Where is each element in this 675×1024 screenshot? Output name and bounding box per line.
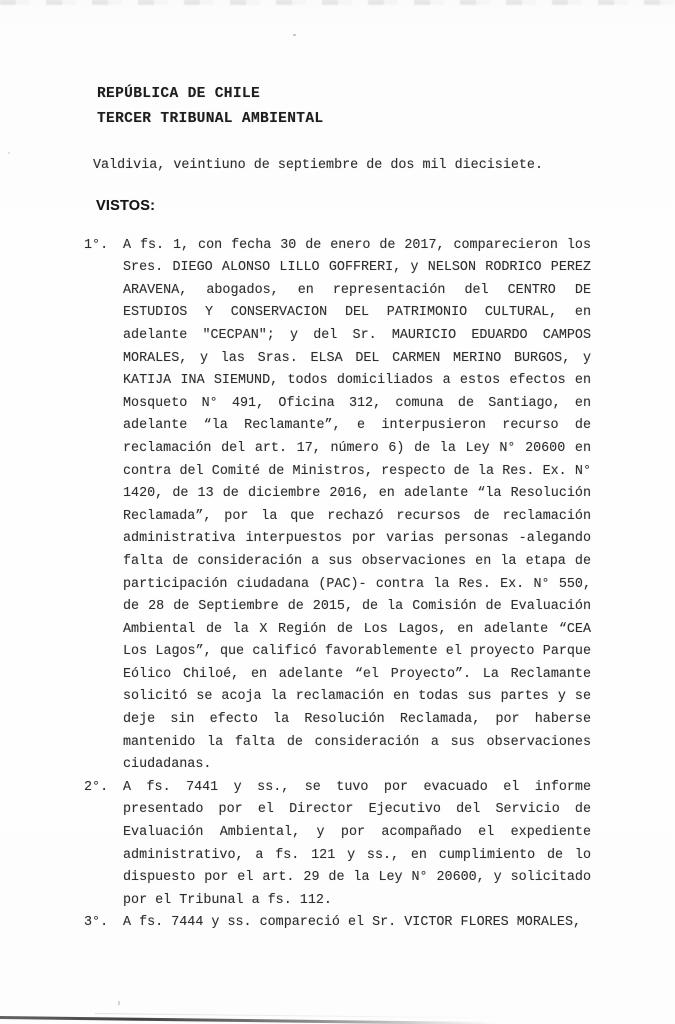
paragraph-number: 1°. <box>84 237 109 253</box>
dateline: Valdivia, veintiuno de septiembre de dos mil diecisiete. <box>93 158 543 173</box>
paragraph-number: 2°. <box>84 779 109 795</box>
numbered-paragraph <box>84 235 591 777</box>
paragraph-number: 3°. <box>84 915 109 931</box>
paragraph-text: A fs. 1, con fecha 30 de enero de 2017, comparecieron los Sres. DIEGO ALONSO LILLO GOFFRERI, y NELSON RODRICO PEREZ ARAVENA, abogados, en representación del CENTRO DE ESTUDIOS Y CONSERVACION DEL PATRIMONIO CULTURAL, en adelante "CECPAN"; y del Sr. MAURICIO EDUARDO CAMPOS MORALES, y las Sras. ELSA DEL CARMEN MERINO BURGOS, y KATIJA INA SIEMUND, todos domiciliados a estos efectos en Mosqueto N° 491, Oficina 312, comuna de Santiago, en adelante “la Reclamante”, e interpusieron recurso de reclamación del art. 17, número 6) de la Ley N° 20600 en contra del Comité de Ministros, respecto de la Res. Ex. N° 1420, de 13 de diciembre 2016, en adelante “la Resolución Reclamada”, por la que rechazó recursos de reclamación administrativa interpuestos por varias personas -alegando falta de consideración a sus observaciones en la etapa de participación ciudadana (PAC)- contra la Res. Ex. N° 550, de 28 de Septiembre de 2015, de la Comisión de Evaluación Ambiental de la X Región de Los Lagos, en adelante “CEA Los Lagos”, que calificó favorablemente el proyecto Parque Eólico Chiloé, en adelante “el Proyecto”. La Reclamante solicitó se acoja la reclamación en todas sus partes y se deje sin efecto la Resolución Reclamada, por haberse mantenido la falta de consideración a sus observaciones ciudadanas. <box>123 237 591 773</box>
numbered-paragraph <box>84 777 591 913</box>
document-content <box>84 0 591 935</box>
vistos-paragraph-list <box>84 235 591 935</box>
header-republic-line: REPÚBLICA DE CHILE <box>97 86 261 102</box>
scan-speck <box>118 1001 120 1005</box>
scan-speck <box>8 152 10 154</box>
section-heading-vistos: VISTOS: <box>96 197 156 214</box>
paragraph-text: A fs. 7441 y ss., se tuvo por evacuado el informe presentado por el Director Ejecutivo del Servicio de Evaluación Ambiental, y por acompañado el expediente administrativo, a fs. 121 y ss., en cumplimiento de lo dispuesto por el art. 29 de la Ley N° 20600, y solicitado por el Tribunal a fs. 112. <box>123 779 591 908</box>
document-header <box>97 82 591 132</box>
paragraph-text: A fs. 7444 y ss. compareció el Sr. VICTOR FLORES MORALES, <box>123 915 582 931</box>
numbered-paragraph <box>84 912 591 935</box>
header-tribunal-line: TERCER TRIBUNAL AMBIENTAL <box>97 111 324 127</box>
